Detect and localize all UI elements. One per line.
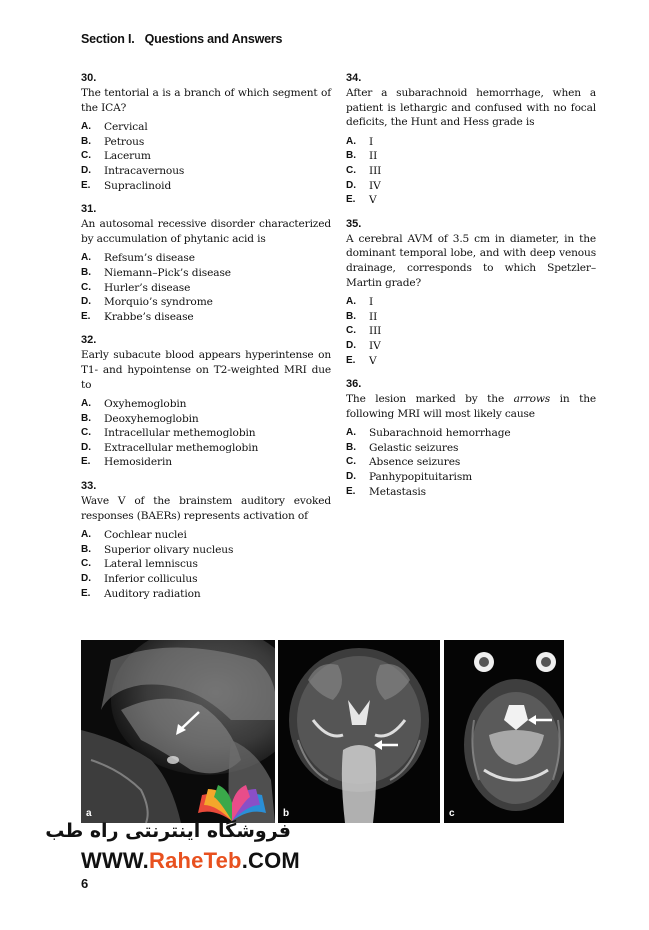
question-number: 33. xyxy=(81,480,97,493)
question-stem xyxy=(346,392,596,421)
option-b xyxy=(81,135,331,150)
book-logo-icon xyxy=(194,783,270,823)
option-text: Refsum’s disease xyxy=(104,252,195,265)
question-number: 36. xyxy=(346,378,362,391)
option-d xyxy=(81,441,331,456)
option-letter: E. xyxy=(346,354,356,366)
option-c xyxy=(81,557,331,572)
options-list xyxy=(346,295,596,368)
option-d xyxy=(346,179,596,194)
stem-text: in the following MRI will most likely cause xyxy=(346,393,596,420)
option-text: III xyxy=(369,325,382,338)
option-c xyxy=(81,281,331,296)
question-stem: Wave V of the brainstem auditory evoked responses (BAERs) represents activation of xyxy=(81,495,331,522)
option-letter: B. xyxy=(346,441,356,453)
question-stem: An autosomal recessive disorder characterized by accumulation of phytanic acid is xyxy=(81,218,331,245)
option-letter: D. xyxy=(346,179,356,191)
option-d xyxy=(81,164,331,179)
option-a xyxy=(346,295,596,310)
option-text: V xyxy=(369,194,377,207)
question-33 xyxy=(81,480,331,601)
options-list xyxy=(81,120,331,193)
option-text: Niemann–Pick’s disease xyxy=(104,266,231,279)
option-letter: A. xyxy=(346,135,356,147)
question-30 xyxy=(81,72,331,193)
section-title: Questions and Answers xyxy=(144,32,283,46)
option-letter: B. xyxy=(346,150,356,162)
option-letter: A. xyxy=(81,398,91,410)
mri-coronal-image xyxy=(278,640,440,823)
watermark-store-name: فروشگاه اینترنتی راه طب xyxy=(45,820,291,842)
option-e xyxy=(81,179,331,194)
option-d xyxy=(346,339,596,354)
option-letter: C. xyxy=(81,150,91,162)
url-brand: RaheTeb xyxy=(149,848,242,873)
option-text: V xyxy=(369,354,377,367)
option-letter: A. xyxy=(81,529,91,541)
panel-label: a xyxy=(86,808,92,819)
question-number: 34. xyxy=(346,72,362,84)
question-stem: After a subarachnoid hemorrhage, when a patient is lethargic and confused with no focal deficits, the Hunt and Hess grade is xyxy=(346,87,596,129)
option-a xyxy=(81,397,331,412)
option-letter: E. xyxy=(346,194,356,206)
option-letter: C. xyxy=(346,325,356,337)
options-list xyxy=(81,251,331,324)
option-text: IV xyxy=(369,339,381,352)
question-32 xyxy=(81,334,331,470)
url-suffix: .COM xyxy=(241,848,300,873)
option-text: Cochlear nuclei xyxy=(104,529,187,542)
option-a xyxy=(346,135,596,150)
option-b xyxy=(346,441,596,456)
question-number: 31. xyxy=(81,203,97,216)
option-letter: D. xyxy=(346,339,356,351)
option-text: Cervical xyxy=(104,121,148,134)
question-34 xyxy=(346,72,596,208)
mri-panel-c xyxy=(444,640,564,823)
option-text: Lateral lemniscus xyxy=(104,558,198,571)
option-e xyxy=(81,310,331,325)
option-text: Hemosiderin xyxy=(104,456,172,469)
option-e xyxy=(346,193,596,208)
mri-axial-image xyxy=(444,640,564,823)
option-text: II xyxy=(369,310,378,323)
option-letter: C. xyxy=(81,558,91,570)
option-a xyxy=(81,251,331,266)
question-31 xyxy=(81,203,331,324)
option-letter: A. xyxy=(81,252,91,264)
option-letter: E. xyxy=(81,587,91,599)
option-text: Petrous xyxy=(104,135,145,148)
option-text: IV xyxy=(369,179,381,192)
option-letter: E. xyxy=(346,485,356,497)
option-e xyxy=(346,485,596,500)
option-letter: D. xyxy=(81,164,91,176)
page-number: 6 xyxy=(81,876,89,891)
option-letter: B. xyxy=(81,412,91,424)
question-stem: A cerebral AVM of 3.5 cm in diameter, in the dominant temporal lobe, and with deep venous drainage, corresponds to which Spetzler–Martin grade? xyxy=(346,232,596,289)
option-a xyxy=(346,426,596,441)
option-letter: C. xyxy=(346,164,356,176)
option-text: Morquio’s syndrome xyxy=(104,296,213,309)
option-letter: D. xyxy=(81,573,91,585)
question-number: 30. xyxy=(81,72,97,84)
option-letter: D. xyxy=(346,471,356,483)
option-text: Deoxyhemoglobin xyxy=(104,412,199,425)
question-stem: The tentorial a is a branch of which segment of the ICA? xyxy=(81,87,331,114)
option-text: Intracellular methemoglobin xyxy=(104,427,256,440)
option-b xyxy=(81,412,331,427)
question-35 xyxy=(346,218,596,368)
option-text: I xyxy=(369,135,374,148)
question-36 xyxy=(346,378,596,499)
option-letter: B. xyxy=(81,266,91,278)
option-text: Extracellular methemoglobin xyxy=(104,441,259,454)
option-text: Auditory radiation xyxy=(104,587,201,600)
watermark-url xyxy=(81,848,300,874)
option-letter: A. xyxy=(346,296,356,308)
option-letter: D. xyxy=(81,296,91,308)
option-letter: A. xyxy=(81,121,91,133)
option-letter: C. xyxy=(81,281,91,293)
section-label: Section I. xyxy=(81,32,135,46)
option-text: Inferior colliculus xyxy=(104,573,198,586)
option-text: Intracavernous xyxy=(104,164,185,177)
left-column xyxy=(81,72,331,611)
option-e xyxy=(81,587,331,602)
option-e xyxy=(346,354,596,369)
option-letter: D. xyxy=(81,441,91,453)
option-letter: C. xyxy=(81,427,91,439)
section-header xyxy=(81,32,282,46)
option-letter: E. xyxy=(81,456,91,468)
option-c xyxy=(81,426,331,441)
option-b xyxy=(81,543,331,558)
option-c xyxy=(346,455,596,470)
option-text: Supraclinoid xyxy=(104,179,172,192)
option-b xyxy=(346,310,596,325)
option-c xyxy=(346,324,596,339)
option-text: Superior olivary nucleus xyxy=(104,543,234,556)
option-text: Subarachnoid hemorrhage xyxy=(369,427,511,440)
option-a xyxy=(81,528,331,543)
option-letter: A. xyxy=(346,427,356,439)
option-e xyxy=(81,455,331,470)
option-text: Panhypopituitarism xyxy=(369,471,473,484)
option-letter: B. xyxy=(81,543,91,555)
option-b xyxy=(346,149,596,164)
option-text: Hurler’s disease xyxy=(104,281,191,294)
option-c xyxy=(346,164,596,179)
option-letter: E. xyxy=(81,179,91,191)
option-d xyxy=(81,572,331,587)
options-list xyxy=(81,528,331,601)
panel-label: b xyxy=(283,808,290,819)
option-text: Oxyhemoglobin xyxy=(104,398,187,411)
option-text: Gelastic seizures xyxy=(369,441,459,454)
option-letter: C. xyxy=(346,456,356,468)
options-list xyxy=(346,426,596,499)
options-list xyxy=(346,135,596,208)
option-a xyxy=(81,120,331,135)
option-b xyxy=(81,266,331,281)
option-letter: B. xyxy=(346,310,356,322)
option-text: III xyxy=(369,164,382,177)
option-text: Metastasis xyxy=(369,485,426,498)
panel-label: c xyxy=(449,808,455,819)
option-letter: B. xyxy=(81,135,91,147)
option-text: Lacerum xyxy=(104,150,151,163)
option-letter: E. xyxy=(81,310,91,322)
option-c xyxy=(81,149,331,164)
option-text: Krabbe’s disease xyxy=(104,310,194,323)
url-prefix: WWW. xyxy=(81,848,149,873)
option-text: Absence seizures xyxy=(369,456,461,469)
question-number: 35. xyxy=(346,217,362,230)
option-d xyxy=(346,470,596,485)
question-number: 32. xyxy=(81,334,97,347)
option-d xyxy=(81,295,331,310)
stem-text: The lesion marked by the xyxy=(346,393,514,406)
option-text: I xyxy=(369,296,374,309)
option-text: II xyxy=(369,150,378,163)
right-column xyxy=(346,72,596,509)
mri-panel-b xyxy=(278,640,440,823)
question-stem: Early subacute blood appears hyperintense on T1- and hypointense on T2-weighted MRI due to xyxy=(81,349,331,391)
stem-emphasis: arrows xyxy=(513,393,551,406)
options-list xyxy=(81,397,331,470)
